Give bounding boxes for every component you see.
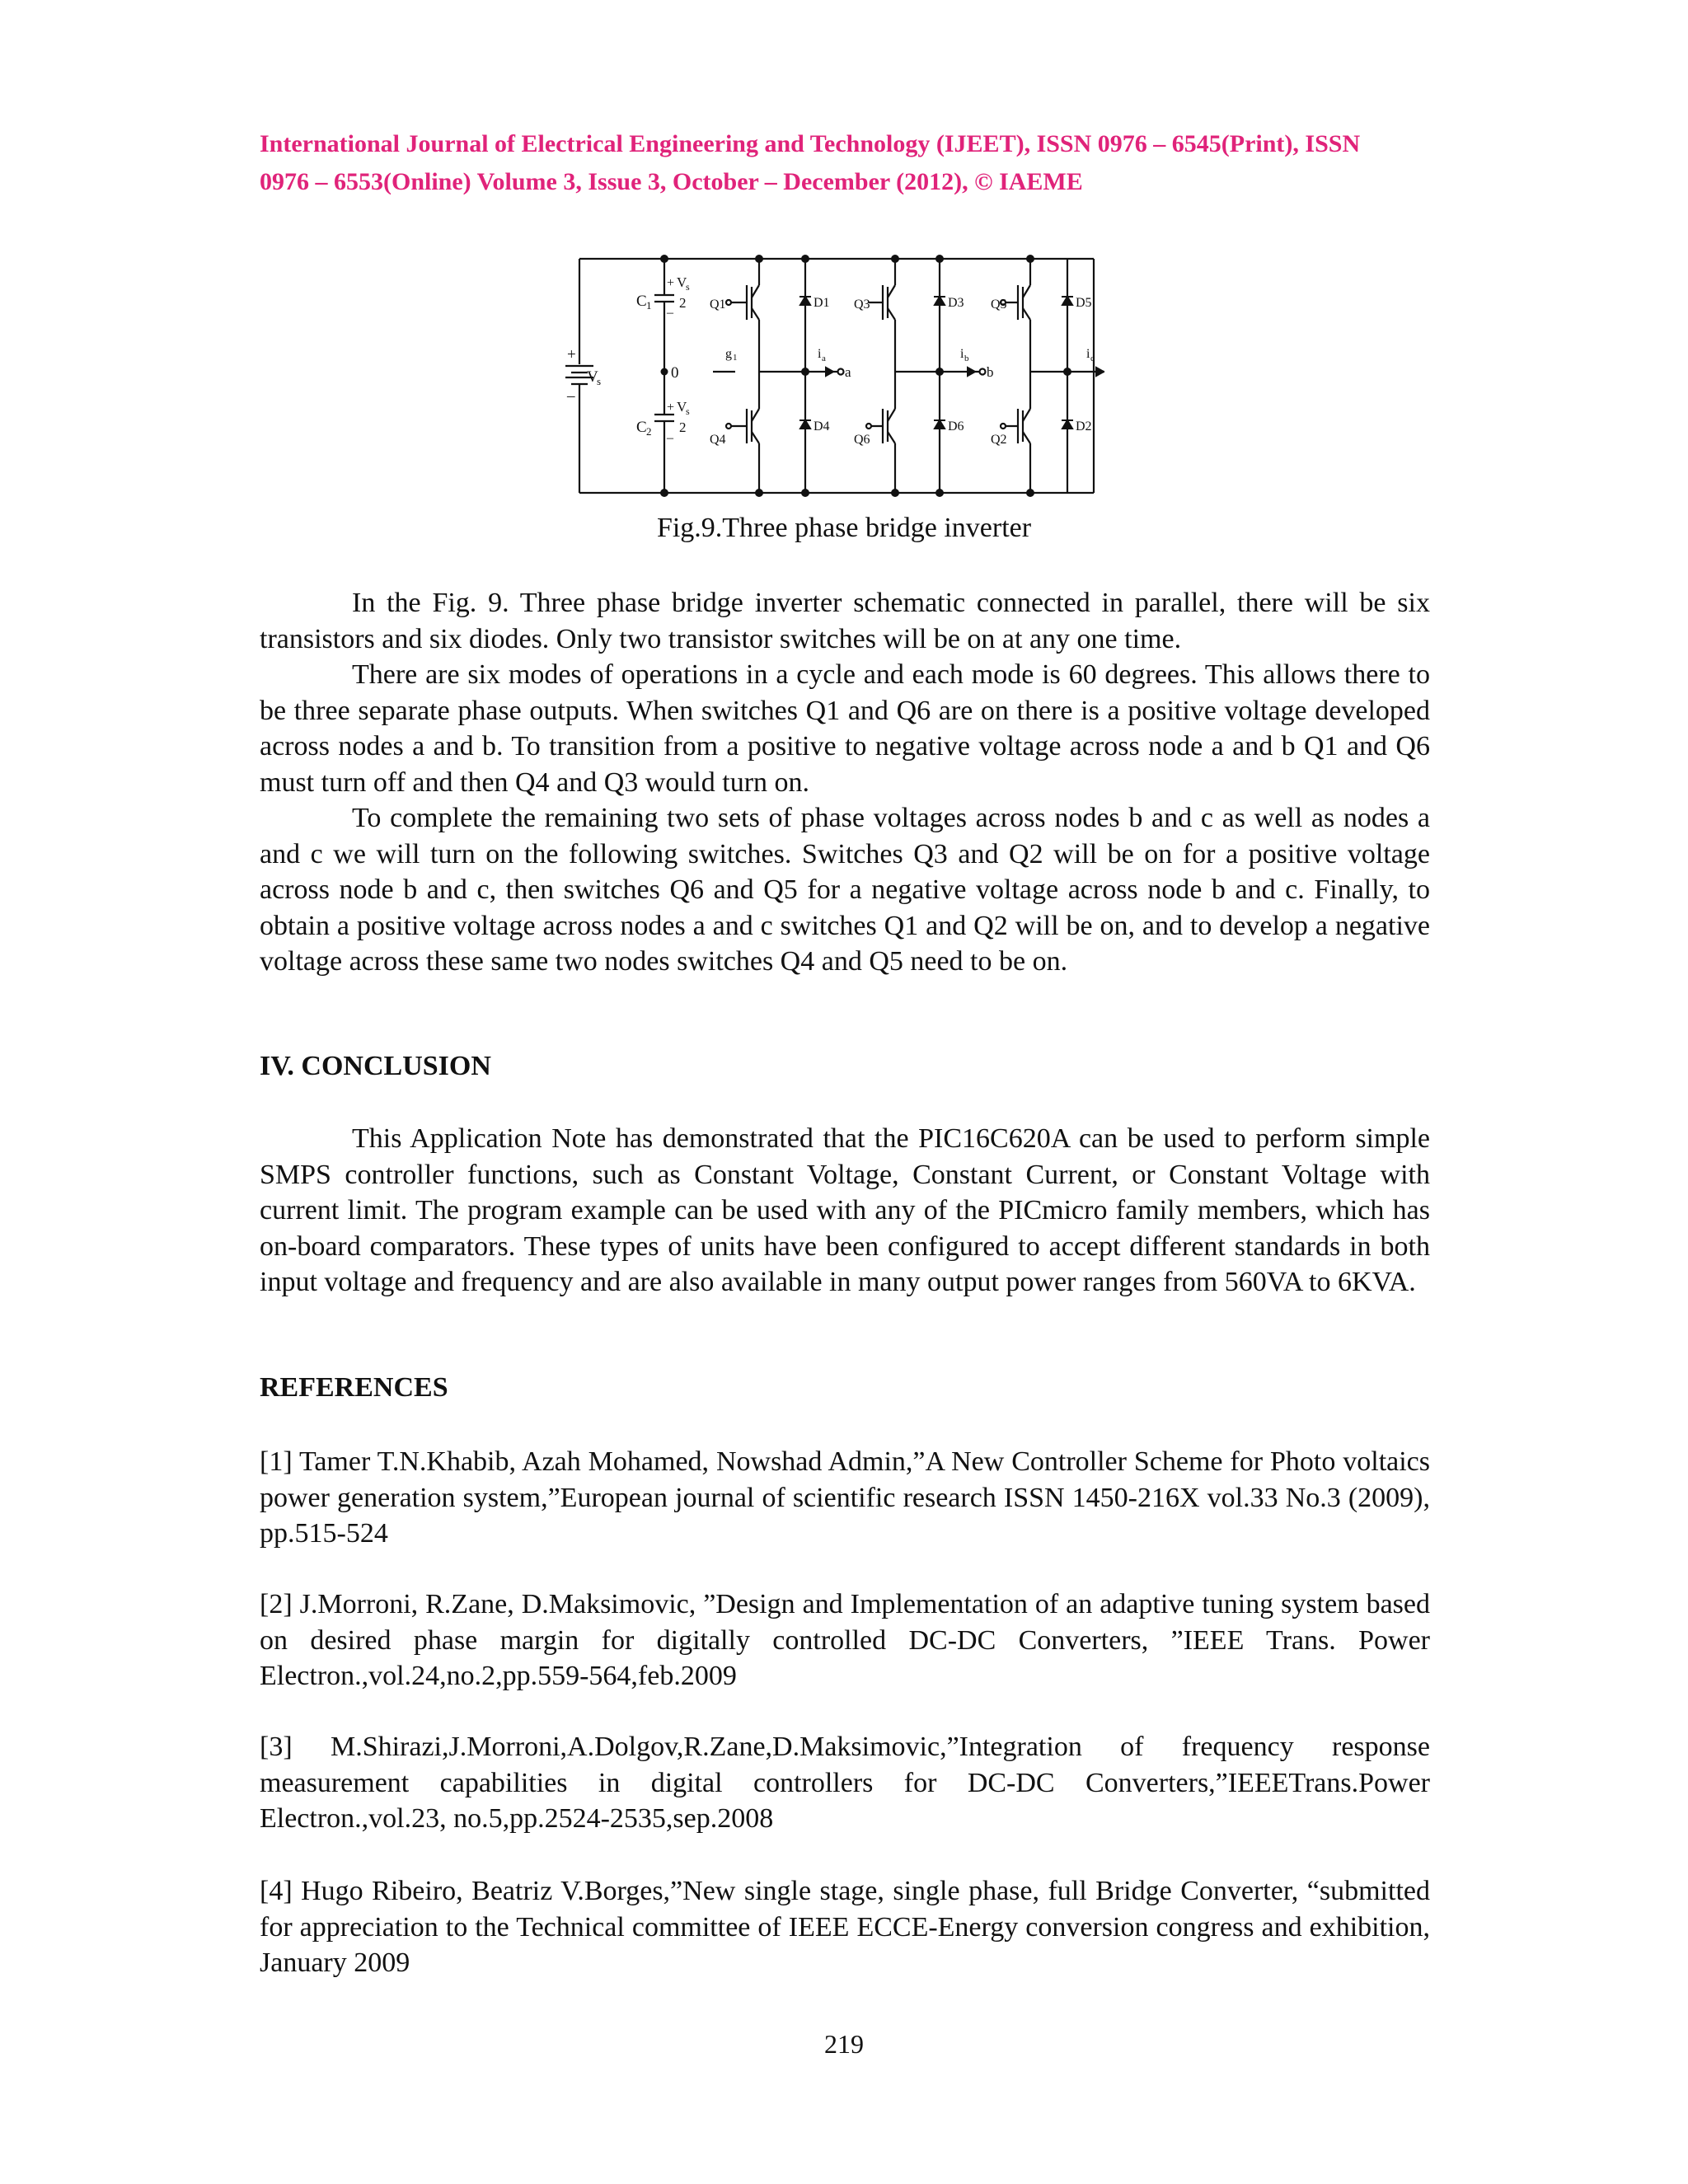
svg-text:2: 2: [679, 295, 687, 311]
q4-label: Q4: [710, 433, 726, 447]
svg-text:s: s: [597, 375, 602, 387]
c2-label: C: [636, 419, 647, 436]
svg-text:b: b: [964, 354, 969, 363]
inverter-schematic: [560, 252, 1104, 499]
q5-label: Q5: [991, 298, 1007, 312]
body-paragraphs: [260, 585, 1430, 980]
svg-text:a: a: [822, 354, 826, 363]
diode-d3: [935, 297, 945, 305]
conclusion-paragraph: This Application Note has demonstrated that the PIC16C620A can be used to perform simple SMPS controller functions, such as Constant Voltage, Constant Current, or Constant Voltage with current limit. The program example can be used with any of the PICmicro family members, which has on-board comparators. These types of units have been configured to accept different standards in both input voltage and frequency and are also available in many output power ranges from 560VA to 6KVA.: [260, 1123, 1430, 1297]
d2-label: D2: [1076, 419, 1092, 434]
page-number: 219: [824, 2029, 864, 2059]
arrow-ia: [826, 368, 833, 376]
midpoint-label: 0: [671, 364, 679, 382]
paragraph-2: There are six modes of operations in a cycle and each mode is 60 degrees. This allows there to be three separate phase outputs. When switches Q1 and Q6 are on there is a positive voltage developed across nodes a and b. To transition from a positive to negative voltage across node a and b Q1 and Q6 must turn off and then Q4 and Q3 would turn on.: [260, 659, 1430, 798]
figure-caption: Fig.9.Three phase bridge inverter: [656, 513, 1032, 543]
terminal-a: [838, 369, 844, 375]
references-heading: REFERENCES: [260, 1372, 448, 1403]
node-a-label: a: [845, 364, 851, 380]
vs-label: V: [587, 368, 598, 386]
q1-label: Q1: [710, 298, 726, 312]
svg-text:–: –: [667, 431, 673, 445]
diode-d2: [1062, 420, 1072, 429]
d1-label: D1: [814, 296, 830, 310]
conclusion-heading: IV. CONCLUSION: [260, 1051, 491, 1081]
svg-text:2: 2: [679, 419, 687, 435]
ic-label: i: [1086, 347, 1090, 361]
upper-half-vs-label: V: [677, 274, 687, 290]
svg-text:2: 2: [646, 425, 652, 438]
vs-plus-label: +: [567, 346, 576, 363]
reference-item-1: [1] Tamer T.N.Khabib, Azah Mohamed, Nowshad Admin,”A New Controller Scheme for Photo voltaics power generation system,”European journal of scientific research ISSN 1450-216X vol.33 No.3 (2009), pp.515-524: [260, 1446, 1430, 1549]
d6-label: D6: [948, 419, 964, 434]
svg-text:+: +: [667, 401, 675, 415]
leg-a: [713, 259, 841, 493]
node-b-label: b: [987, 364, 994, 380]
d4-label: D4: [814, 419, 830, 434]
svg-text:–: –: [667, 306, 673, 320]
svg-text:1: 1: [646, 299, 652, 312]
d5-label: D5: [1076, 296, 1092, 310]
reference-item-3: [3] M.Shirazi,J.Morroni,A.Dolgov,R.Zane,D.Maksimovic,”Integration of frequency response measurement capabilities in digital controllers for DC-DC Converters,”IEEETrans.Power Electron.,vol.23, no.5,pp.2524-2535,sep.2008: [260, 1732, 1430, 1834]
junction-dots: [660, 255, 1071, 497]
terminal-b: [980, 369, 986, 375]
journal-header-line-1: International Journal of Electrical Engineering and Technology (IJEET), ISSN 0976 – 6545(Print), ISSN: [260, 130, 1361, 157]
svg-text:s: s: [686, 405, 690, 417]
svg-text:+: +: [667, 276, 675, 290]
reference-item-4: [4] Hugo Ribeiro, Beatriz V.Borges,”New single stage, single phase, full Bridge Converter, “submitted for appreciation to the Technical committee of IEEE ECCE-Energy conversion congress and exhibition, January 2009: [260, 1876, 1430, 1978]
ia-label: i: [818, 347, 822, 361]
lower-half-vs-label: V: [677, 399, 687, 415]
leg-c: [1001, 259, 1104, 493]
svg-text:1: 1: [733, 353, 738, 363]
svg-text:s: s: [686, 281, 690, 293]
q3-label: Q3: [854, 298, 870, 312]
journal-header-line-2: 0976 – 6553(Online) Volume 3, Issue 3, October – December (2012), © IAEME: [260, 168, 1083, 195]
q2-label: Q2: [991, 433, 1007, 447]
reference-item-2: [2] J.Morroni, R.Zane, D.Maksimovic, ”Design and Implementation of an adaptive tuning system based on desired phase margin for digitally controlled DC-DC Converters, ”IEEE Trans. Power Electron.,vol.24,no.2,pp.559-564,feb.2009: [260, 1589, 1430, 1691]
diode-d1: [800, 297, 810, 305]
vs-minus-label: –: [567, 387, 575, 405]
diode-d6: [935, 420, 945, 429]
q6-label: Q6: [854, 433, 870, 447]
leg-b: [866, 259, 982, 493]
paragraph-1: In the Fig. 9. Three phase bridge inverter schematic connected in parallel, there will be six transistors and six diodes. Only two transistor switches will be on at any one time.: [260, 588, 1430, 654]
svg-text:c: c: [1090, 354, 1095, 363]
arrow-ib: [968, 368, 975, 376]
diode-d4: [800, 420, 810, 429]
arrow-ic: [1096, 368, 1104, 376]
conclusion-section: [260, 1121, 1430, 1301]
g1-label: g: [725, 347, 732, 361]
ib-label: i: [960, 347, 964, 361]
journal-header: [260, 125, 1430, 201]
paragraph-3: To complete the remaining two sets of phase voltages across nodes b and c as well as nodes a and c we will turn on the following switches. Switches Q3 and Q2 will be on for a positive voltage across node b and c, then switches Q6 and Q5 for a negative voltage across node b and c. Finally, to obtain a positive voltage across nodes a and c switches Q1 and Q2 will be on, and to develop a negative voltage across these same two nodes switches Q4 and Q5 need to be on.: [260, 803, 1430, 977]
c1-label: C: [636, 293, 647, 310]
d3-label: D3: [948, 296, 964, 310]
diode-d5: [1062, 297, 1072, 305]
